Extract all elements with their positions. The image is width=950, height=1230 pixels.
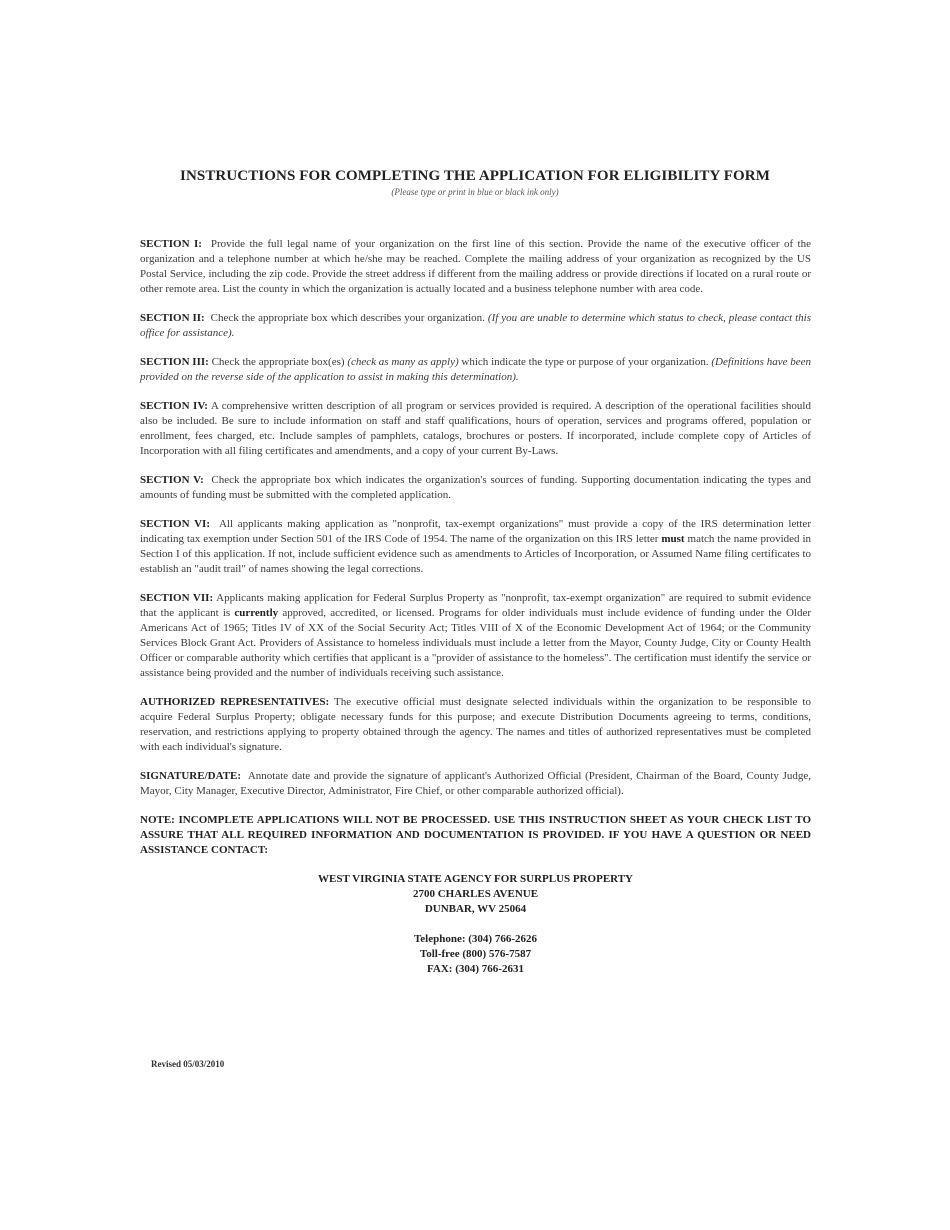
contact-address <box>140 872 811 917</box>
page-subtitle: (Please type or print in blue or black ink only) <box>391 187 559 197</box>
section-3-text-b: which indicate the type or purpose of your organization. <box>461 356 709 368</box>
signature-date <box>140 769 811 799</box>
section-4-text: A comprehensive written description of all program or services provided is required. A description of the operational facilities should also be included. Be sure to include information on staff and staff qualifications, hours of operation, services and programs offered, population or enrollment, fees charged, etc. Include samples of pamphlets, catalogs, brochures or posters. If incorporated, include complete copy of Articles of Incorporation with all filing certificates and amendments, and a copy of your current By-Laws. <box>140 400 811 457</box>
section-4-heading: SECTION IV: <box>140 400 208 412</box>
instructions-body <box>140 237 811 992</box>
section-7-emphasis: currently <box>234 607 279 619</box>
revision-date: Revised 05/03/2010 <box>151 1059 225 1069</box>
section-2-heading: SECTION II: <box>140 312 205 324</box>
section-6-text-b: match the name provided in Section I of this application. If not, include sufficient evidence such as amendments to Articles of Incorporation, or Assumed Name filing certificates to establish an "audit trail" of names showing the legal corrections. <box>140 533 812 575</box>
signature-date-text: Annotate date and provide the signature of applicant's Authorized Official (President, Chairman of the Board, County Judge, Mayor, City Manager, Executive Director, Administrator, Fire Chief, or other comparable authorized official). <box>140 770 811 797</box>
section-6-emphasis: must <box>661 533 685 545</box>
section-5-text: Check the appropriate box which indicates the organization's sources of funding. Supporting documentation indicating the types and amounts of funding must be submitted with the completed application. <box>140 474 811 501</box>
fax: FAX: (304) 766-2631 <box>427 963 524 975</box>
section-5 <box>140 473 811 503</box>
authorized-representatives-text: The executive official must designate selected individuals within the organization to be responsible to acquire Federal Surplus Property; obligate necessary funds for this purpose; and execute Distribution Documents agreeing to terms, conditions, reservation, and restrictions applying to property obtained through the agency. The names and titles of authorized representatives must be completed with each individual's signature. <box>140 696 811 753</box>
page-title: INSTRUCTIONS FOR COMPLETING THE APPLICATION FOR ELIGIBILITY FORM <box>180 168 770 184</box>
contact-phones <box>140 932 811 977</box>
section-6-text-a: All applicants making application as "nonprofit, tax-exempt organizations" must provide a copy of the IRS determination letter indicating tax exemption under Section 501 of the IRS Code of 1954. The name of the organization on this IRS letter <box>140 518 811 545</box>
section-6 <box>140 517 811 577</box>
section-7-text-b: approved, accredited, or licensed. Programs for older individuals must include evidence of funding under the Older Americans Act of 1965; Titles IV of XX of the Social Security Act; Titles VIII of X of the Economic Development Act of 1964; or the Community Services Block Grant Act. Providers of Assistance to homeless individuals must include a letter from the Mayor, County Judge, City or County Health Officer or comparable authority which certifies that applicant is a "provider of assistance to the homeless". The certification must identify the service or assistance being provided and the number of individuals receiving such assistance. <box>140 607 812 679</box>
authorized-representatives <box>140 695 811 755</box>
agency-name: WEST VIRGINIA STATE AGENCY FOR SURPLUS PROPERTY <box>317 873 633 885</box>
telephone: Telephone: (304) 766-2626 <box>413 933 538 945</box>
section-6-heading: SECTION VI: <box>140 518 210 530</box>
section-2-text: Check the appropriate box which describes your organization. <box>210 312 485 324</box>
section-3-heading: SECTION III: <box>140 356 209 368</box>
city-state-zip: DUNBAR, WV 25064 <box>424 903 527 915</box>
section-5-heading: SECTION V: <box>140 474 204 486</box>
section-1-heading: SECTION I: <box>140 238 202 250</box>
section-1-text: Provide the full legal name of your organization on the first line of this section. Provide the name of the executive officer of the organization and a telephone number at which he/she may be reached. Complete the mailing address of your organization as recognized by the US Postal Service, including the zip code. Provide the street address if different from the mailing address or provide directions if located on a rural route or other remote area. List the county in which the organization is actually located and a business telephone number with area code. <box>140 238 811 295</box>
section-7 <box>140 591 811 681</box>
street-address: 2700 CHARLES AVENUE <box>412 888 539 900</box>
section-1 <box>140 237 811 297</box>
section-2-italic-note: (If you are unable to determine which status to check, please contact this office for assistance). <box>140 312 812 339</box>
signature-date-heading: SIGNATURE/DATE: <box>140 770 242 782</box>
section-4 <box>140 399 811 459</box>
section-7-heading: SECTION VII: <box>140 592 214 604</box>
authorized-representatives-heading: AUTHORIZED REPRESENTATIVES: <box>140 696 330 708</box>
important-note: NOTE: INCOMPLETE APPLICATIONS WILL NOT BE PROCESSED. USE THIS INSTRUCTION SHEET AS YOUR CHECK LIST TO ASSURE THAT ALL REQUIRED INFORMATION AND DOCUMENTATION IS PROVIDED. IF YOU HAVE A QUESTION OR NEED ASSISTANCE CONTACT: <box>140 814 811 856</box>
section-3-italic-b: (Definitions have been provided on the reverse side of the application to assist in making this determination). <box>140 356 811 383</box>
section-2 <box>140 311 811 341</box>
toll-free: Toll-free (800) 576-7587 <box>419 948 532 960</box>
section-7-text-a: Applicants making application for Federal Surplus Property as "nonprofit, tax-exempt organization" are required to submit evidence that the applicant is <box>140 592 811 619</box>
section-3-italic-a: (check as many as apply) <box>347 356 459 368</box>
section-3 <box>140 355 811 385</box>
section-3-text-a: Check the appropriate box(es) <box>211 356 345 368</box>
